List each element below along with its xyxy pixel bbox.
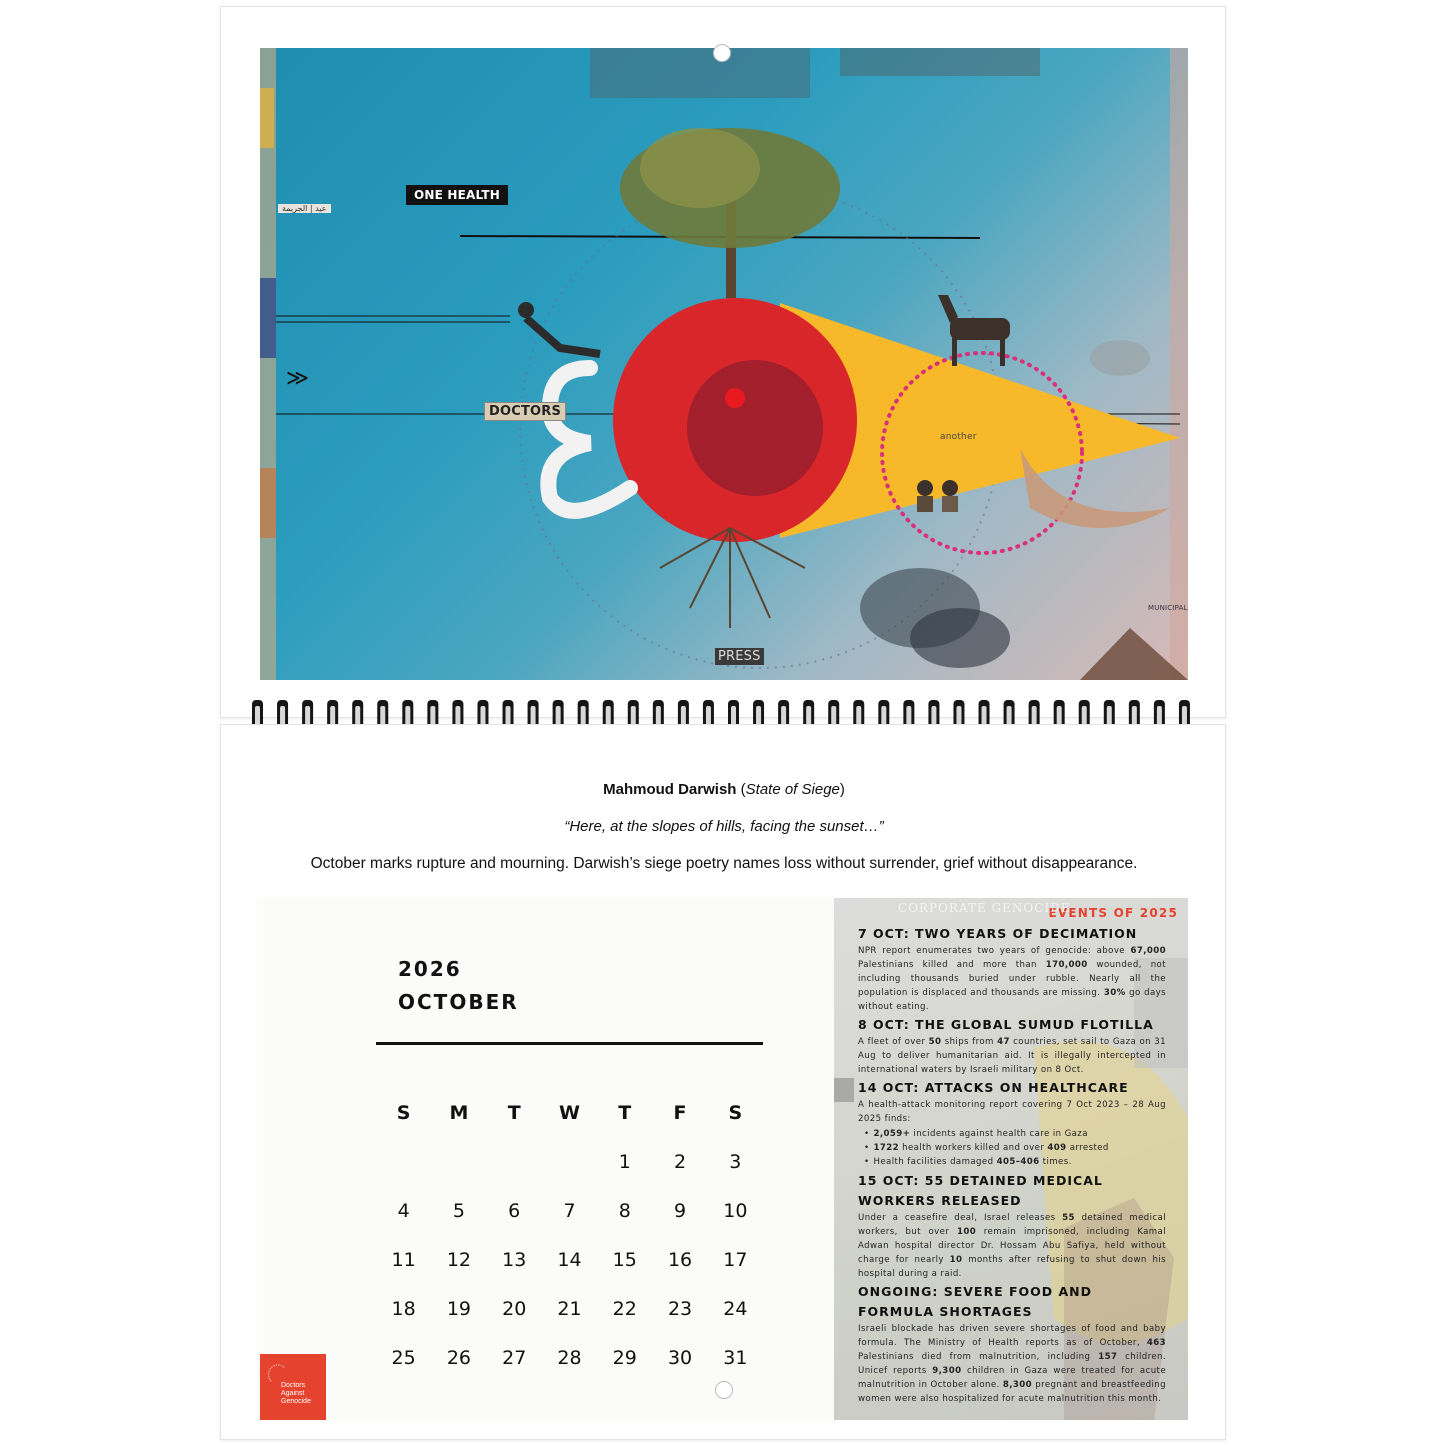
week-row	[376, 1137, 763, 1186]
day-cell: 14	[557, 1248, 582, 1271]
events-content	[858, 901, 1178, 1406]
logo-line-1: Doctors	[281, 1382, 306, 1389]
day-cell: 31	[723, 1346, 748, 1369]
chevron-decoration: ≫	[286, 366, 312, 391]
weekday-label: F	[673, 1101, 687, 1124]
week-row	[376, 1333, 763, 1382]
weekday-label: T	[507, 1101, 521, 1124]
day-cell: 25	[391, 1346, 416, 1369]
day-cell: 12	[446, 1248, 472, 1271]
event-bullet: • 1722 health workers killed and over 409 arrested	[864, 1141, 1166, 1155]
logo-line-3: Genocide	[281, 1398, 311, 1405]
weekday-label: S	[396, 1101, 411, 1124]
day-cell: 13	[502, 1248, 527, 1271]
event-body: Under a ceasefire deal, Israel releases 55 detained medical workers, but over 100 remain imprisoned, including Kamal Adwan hospital director Dr. Hossam Abu Safiya, held without charge for nearly 10 months after refusing to shut down his hospital during a raid.	[858, 1213, 1166, 1279]
event-bullet-list	[858, 1127, 1166, 1169]
calendar-divider	[376, 1042, 763, 1045]
day-cell: 29	[612, 1346, 637, 1369]
artwork-graphic	[260, 48, 1188, 680]
quote-text: “Here, at the slopes of hills, facing the sunset…”	[564, 818, 884, 835]
events-panel	[834, 898, 1188, 1420]
events-title: EVENTS OF 2025	[1048, 906, 1178, 920]
doctors-against-genocide-logo	[260, 1354, 326, 1420]
event-bullet: • 2,059+ incidents against health care in Gaza	[864, 1127, 1166, 1141]
event-heading: 8 OCT: THE GLOBAL SUMUD FLOTILLA	[858, 1017, 1154, 1032]
events-watermark: CORPORATE GENOCIDE	[898, 901, 1071, 915]
hanging-hole	[715, 1381, 733, 1399]
event-heading: 15 OCT: 55 DETAINED MEDICAL WORKERS RELEASED	[858, 1173, 1103, 1208]
day-cell: 18	[391, 1297, 416, 1320]
calendar-month: OCTOBER	[398, 990, 519, 1014]
logo-arc-icon	[268, 1364, 288, 1384]
weekday-label: M	[449, 1101, 469, 1124]
arabic-tag-label: عيد | الجريمة	[278, 204, 331, 213]
event-body: A health-attack monitoring report covering 7 Oct 2023 – 28 Aug 2025 finds:	[858, 1100, 1166, 1124]
weekday-label: W	[559, 1101, 580, 1124]
paren-open: (	[736, 781, 746, 798]
weekday-label: T	[618, 1101, 632, 1124]
day-cell: 6	[508, 1199, 521, 1222]
one-health-label: ONE HEALTH	[406, 185, 508, 205]
day-cell: 16	[667, 1248, 693, 1271]
logo-line-2: Against	[281, 1390, 305, 1397]
event-body: A fleet of over 50 ships from 47 countries, set sail to Gaza on 31 Aug to deliver humanitarian aid. It is illegally intercepted in international waters by Israeli military on 8 Oct.	[858, 1037, 1166, 1075]
doctors-label: DOCTORS	[484, 402, 566, 421]
day-cell: 17	[723, 1248, 748, 1271]
quote-author: Mahmoud Darwish	[603, 781, 737, 798]
event-heading: 7 OCT: TWO YEARS OF DECIMATION	[858, 926, 1138, 941]
quote-work: State of Siege	[745, 781, 840, 798]
day-cell: 5	[452, 1199, 465, 1222]
event-body: Israeli blockade has driven severe shortages of food and baby formula. The Ministry of Health reports as of October, 463 Palestinians died from malnutrition, including 157 children. Unicef reports 9,300 children in Gaza were treated for acute malnutrition in October alone. 8,300 pregnant and breastfeeding women were also hospitalized for acute malnutrition this month.	[858, 1324, 1166, 1404]
quote-commentary: October marks rupture and mourning. Darwish’s siege poetry names loss without surrender, grief without disappearance.	[310, 855, 1138, 872]
day-cell: 24	[723, 1297, 748, 1320]
hanging-hole	[713, 44, 731, 62]
day-cell: 11	[391, 1248, 416, 1271]
day-cell: 10	[723, 1199, 748, 1222]
day-cell: 27	[502, 1346, 527, 1369]
day-cell: 4	[397, 1199, 410, 1222]
events-list	[858, 924, 1166, 1406]
day-cell: 2	[674, 1150, 687, 1173]
day-cell: 21	[557, 1297, 582, 1320]
week-row	[376, 1284, 763, 1333]
day-cell: 3	[729, 1150, 742, 1173]
day-cell: 22	[612, 1297, 637, 1320]
week-row	[376, 1186, 763, 1235]
event-heading: ONGOING: SEVERE FOOD AND FORMULA SHORTAGES	[858, 1284, 1092, 1319]
calendar-grid	[376, 1088, 763, 1382]
another-label: another	[940, 432, 977, 442]
day-cell: 20	[502, 1297, 527, 1320]
quote-attribution	[221, 781, 1227, 798]
day-cell: 1	[618, 1150, 631, 1173]
day-cell: 26	[446, 1346, 472, 1369]
day-cell: 7	[563, 1199, 576, 1222]
day-cell: 30	[667, 1346, 693, 1369]
event-heading: 14 OCT: ATTACKS ON HEALTHCARE	[858, 1080, 1129, 1095]
calendar-bottom-page	[220, 724, 1226, 1440]
month-calendar	[257, 898, 834, 1420]
weekday-header-row	[376, 1088, 763, 1137]
event-bullet: • Health facilities damaged 405–406 times.	[864, 1155, 1166, 1169]
day-cell: 28	[557, 1346, 582, 1369]
event-body: NPR report enumerates two years of genocide: above 67,000 Palestinians killed and more than 170,000 wounded, not including thousands buried under rubble. Nearly all the population is displaced and thousands are missing. 30% go days without eating.	[858, 946, 1166, 1012]
week-row	[376, 1235, 763, 1284]
calendar-top-page	[220, 6, 1226, 718]
municipal-label: MUNICIPAL	[1148, 604, 1188, 612]
day-cell: 19	[446, 1297, 472, 1320]
press-label: PRESS	[715, 648, 764, 665]
paren-close: )	[839, 781, 845, 798]
day-cell: 8	[618, 1199, 631, 1222]
day-cell: 15	[612, 1248, 637, 1271]
weekday-label: S	[728, 1101, 743, 1124]
day-cell: 23	[667, 1297, 693, 1320]
calendar-year: 2026	[398, 957, 462, 981]
day-cell: 9	[674, 1199, 687, 1222]
artwork-collage	[260, 48, 1188, 680]
